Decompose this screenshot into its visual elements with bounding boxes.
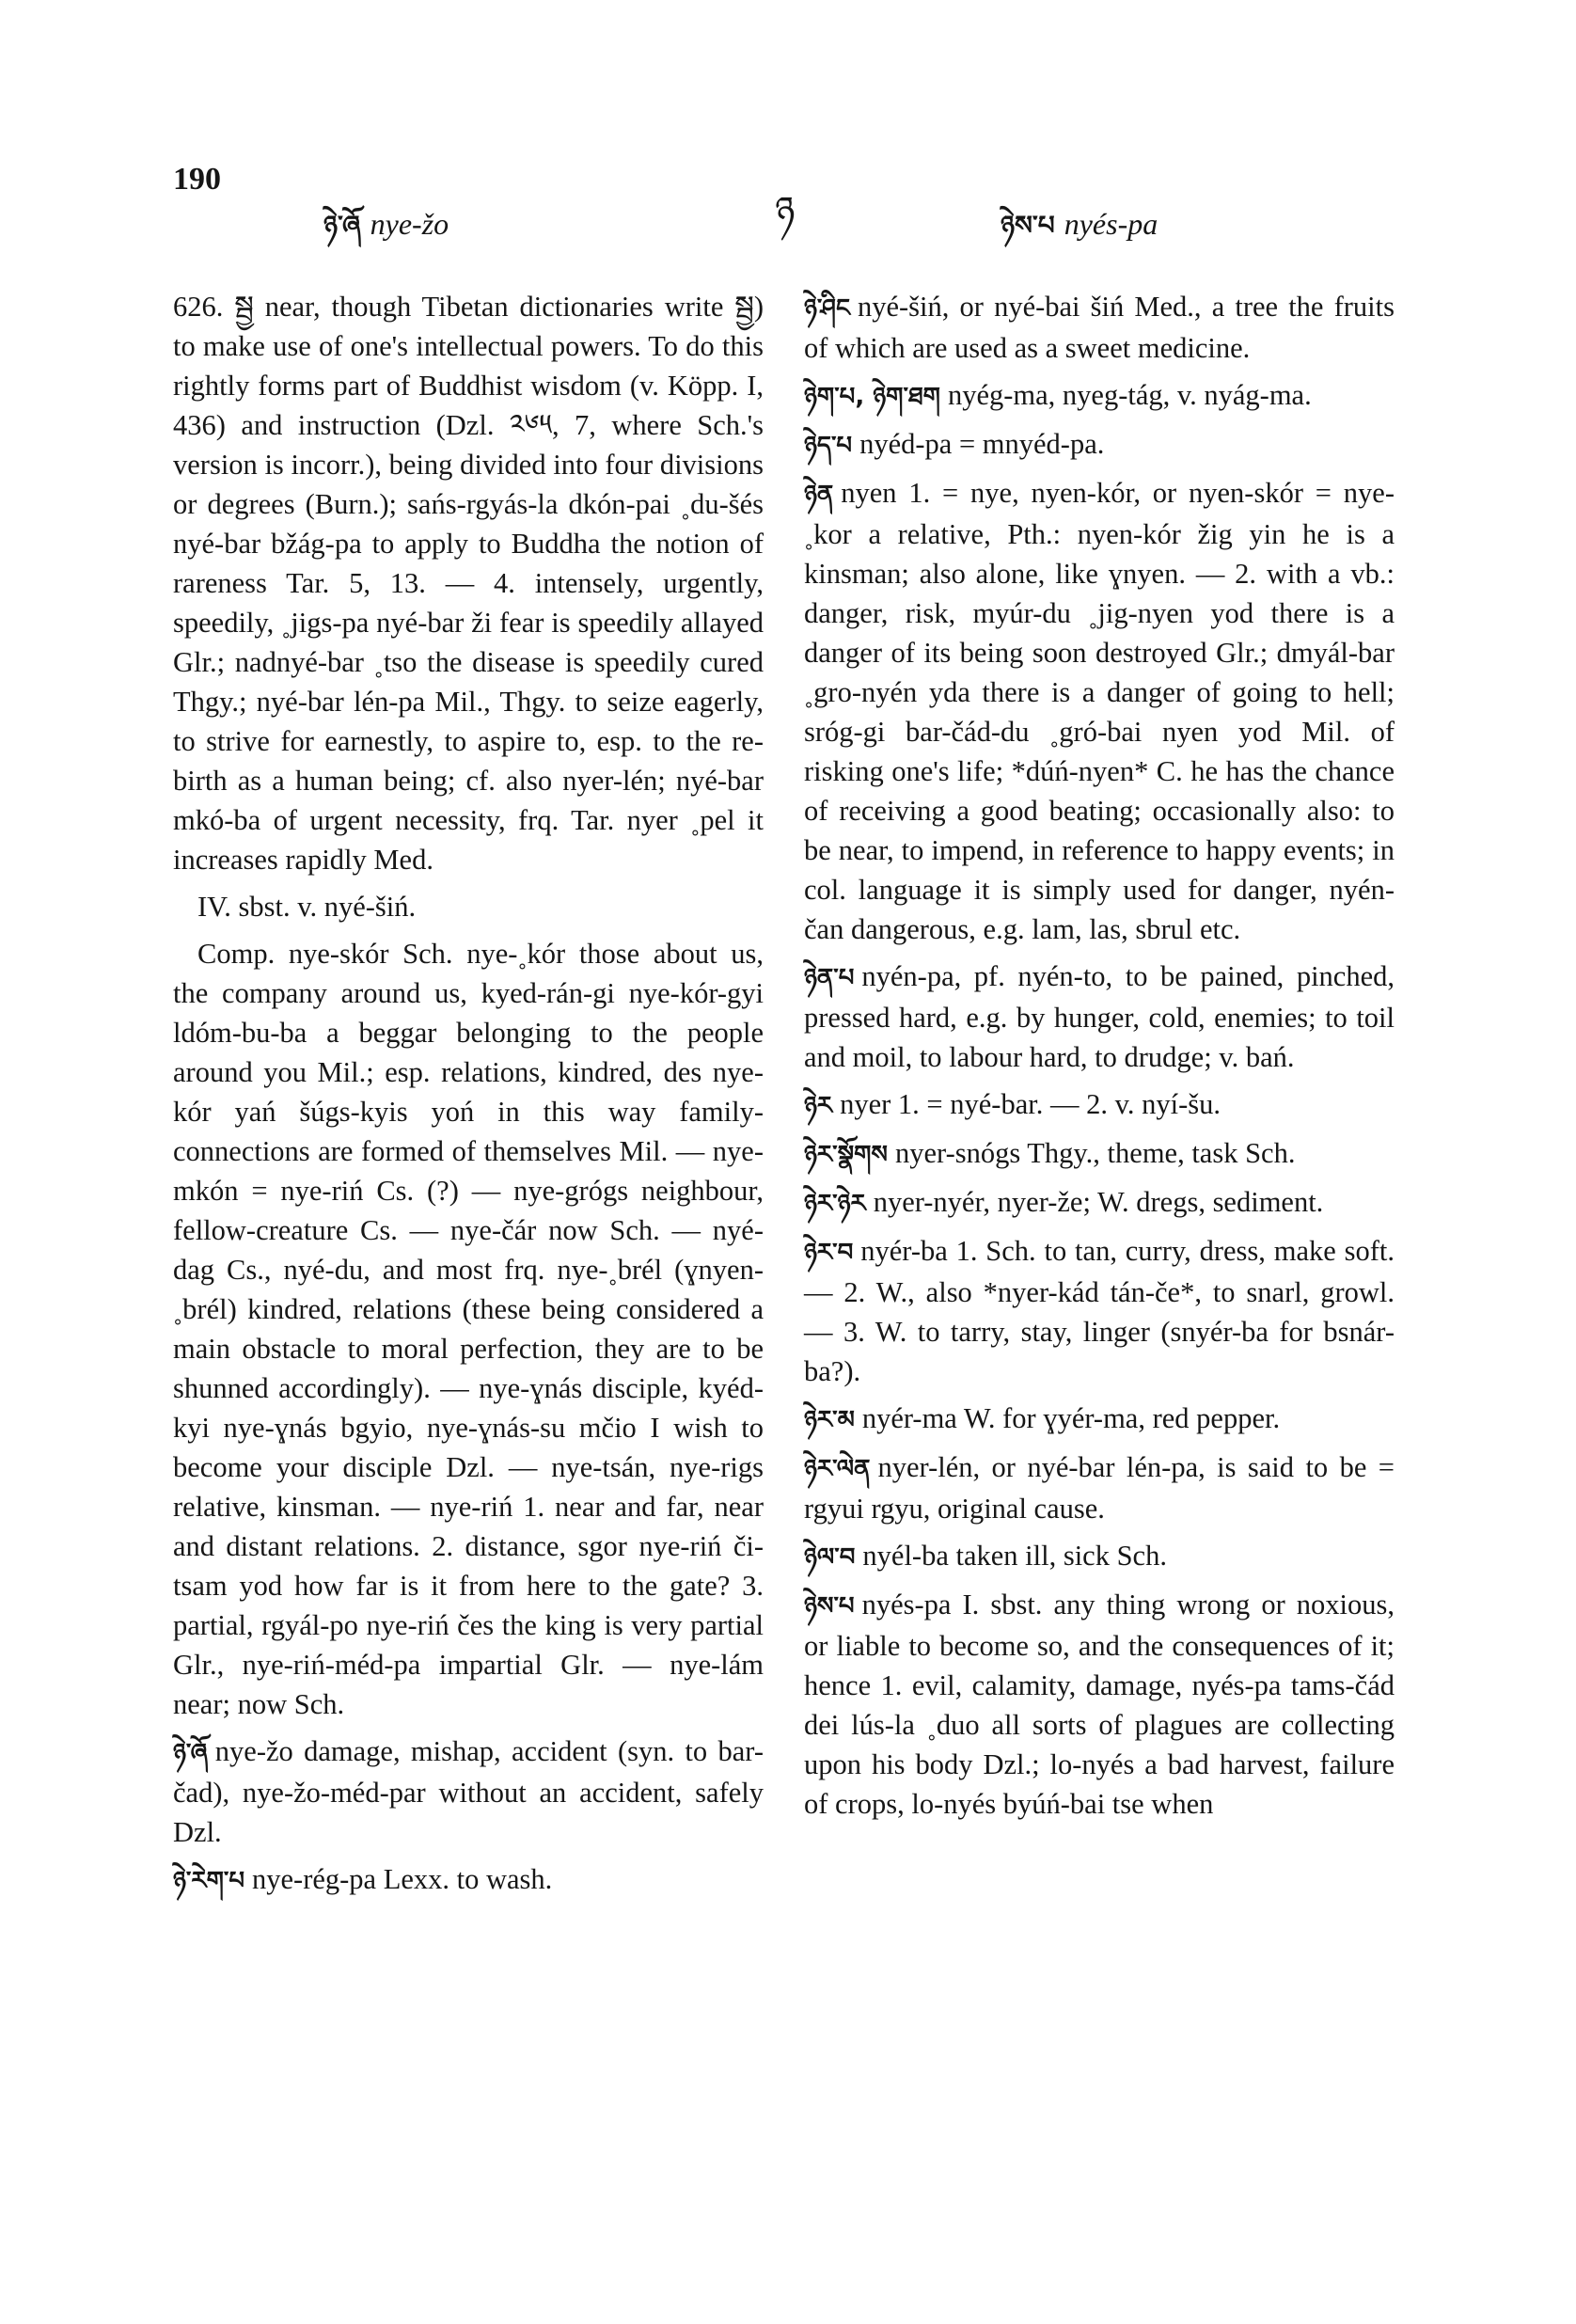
entry-headword-tibetan: ཉེས་པ (804, 1592, 855, 1620)
entry-text: nyen 1. = nye, nyen-kór, or nyen-skór = nye-˳kor a relative, Pth.: nyen-kór žig yin he is a kinsman; also alone, like ɣnyen. — 2. with a vb.: danger, risk, myúr-du ˳jig-nyen yod there is a danger of its being soon destroyed Glr.; dmyál-bar ˳gro-nyén yda there is a danger of going to hell; sróg-gi bar-čád-du ˳gró-bai nyen yod Mil. of risking one's life; *dúń-nyen* C. he has the chance of receiving a good beating; occasionally also: to be near, to impend, in reference to happy events; in col. language it is simply used for danger, nyén-čan dangerous, e.g. lam, las, sbrul etc. (804, 477, 1395, 945)
entry-paragraph: IV. sbst. v. nyé-šiń. (197, 891, 417, 923)
entry-paragraph: 626. སྦྱ near, though Tibetan dictionaries write སྦྱ) to make use of one's intellectual powers. To do this rightly forms part of Buddhist wisdom (v. Köpp. I, 436) and instruction (Dzl. ༢༦༥, 7, where Sch.'s version is incorr.), being divided into four divisions or degrees (Burn.); sańs-rgyás-la dkón-pai ˳du-šés nyé-bar bžág-pa to apply to Buddha the notion of rareness Tar. 5, 13. — 4. intensely, urgently, speedily, ˳jigs-pa nyé-bar ži fear is speedily allayed Glr.; nadnyé-bar ˳tso the disease is speedily cured Thgy.; nyé-bar lén-pa Mil., Thgy. to seize eagerly, to strive for earnestly, to aspire to, esp. to the re-birth as a human being; cf. also nyer-lén; nyé-bar mkó-ba of urgent necessity, frq. Tar. nyer ˳pel it increases rapidly Med. (173, 291, 764, 876)
signature-mark: ཉ (775, 189, 796, 231)
left-running-head (323, 196, 449, 270)
entry-text: nye-rég-pa Lexx. to wash. (252, 1863, 553, 1895)
left-running-head-tibetan: ཉེ་ཞོ (323, 210, 361, 241)
entry-headword-tibetan: ཉེན་པ (804, 964, 855, 992)
page-header (173, 152, 1395, 256)
dictionary-entry (804, 1133, 1395, 1175)
entry-text: nyég-ma, nyeg-tág, v. nyág-ma. (947, 379, 1312, 411)
right-running-head (1001, 196, 1158, 270)
entry-headword-tibetan: ཉེར་ལེན (804, 1455, 871, 1483)
left-running-head-text: nye-žo (370, 207, 449, 241)
entry-headword-tibetan: ཉེལ་བ (804, 1543, 856, 1572)
entry-text: nyer-nyér, nyer-že; W. dregs, sediment. (873, 1186, 1324, 1218)
entry-text: nyél-ba taken ill, sick Sch. (862, 1540, 1167, 1572)
entry-text: nyer 1. = nyé-bar. — 2. v. nyí-šu. (840, 1088, 1221, 1120)
entry-headword-tibetan: ཉེར་མ (804, 1406, 855, 1434)
entry-text: nyé-šiń, or nyé-bai šiń Med., a tree the fruits of which are used as a sweet medicine. (804, 291, 1395, 364)
entry-paragraph: Comp. nye-skór Sch. nye-˳kór those about us, the company around us, kyed-rán-gi nye-kór-gyi ldóm-bu-ba a beggar belonging to the people around you Mil.; esp. relations, kindred, des nye-kór yań šúgs-kyis yoń in this way family-connections are formed of themselves Mil. — nye-mkón = nye-riń Cs. (?) — nye-grógs neighbour, fellow-creature Cs. — nye-čár now Sch. — nyé-dag Cs., nyé-du, and most frq. nye-˳brél (ɣnyen-˳brél) kindred, relations (these being considered a main obstacle to moral perfection, they are to be shunned accordingly). — nye-ɣnás disciple, kyéd-kyi nye-ɣnás bgyio, nye-ɣnás-su mčio I wish to become your disciple Dzl. — nye-tsán, nye-rigs relative, kinsman. — nye-riń 1. near and far, near and distant relations. 2. distance, sgor nye-riń či-tsam yod how far is it from here to the gate? 3. partial, rgyál-po nye-riń čes the king is very partial Glr., nye-riń-méd-pa impartial Glr. — nye-lám near; now Sch. (173, 938, 764, 1720)
entry-headword-tibetan: ཉེར་སྣོགས (804, 1141, 888, 1169)
right-column (804, 287, 1395, 1831)
right-running-head-text: nyés-pa (1064, 207, 1158, 241)
dictionary-entry (804, 1447, 1395, 1528)
dictionary-entry (804, 1399, 1395, 1440)
entry-headword-tibetan: ཉེ་རེག་པ (173, 1867, 244, 1895)
dictionary-entry (804, 1536, 1395, 1577)
entry-text: nye-žo damage, mishap, accident (syn. to bar-čad), nye-žo-méd-par without an accident, safely Dzl. (173, 1735, 764, 1848)
dictionary-entry (173, 1731, 764, 1852)
dictionary-entry (804, 1231, 1395, 1391)
entry-headword-tibetan: ཉེ་ཞོ (173, 1739, 208, 1767)
entry-text: nyén-pa, pf. nyén-to, to be pained, pinched, pressed hard, e.g. by hunger, cold, enemies; to toil and moil, to labour hard, to drudge; v. bań. (804, 960, 1395, 1073)
entry-headword-tibetan: ཉེར་ཉེར (804, 1190, 866, 1218)
dictionary-entry (804, 956, 1395, 1077)
entry-headword-tibetan: ཉེག་པ, ཉེག་ཐག (804, 383, 940, 411)
dictionary-entry (804, 1585, 1395, 1824)
page-number: 190 (173, 162, 221, 197)
dictionary-entry (173, 1859, 764, 1901)
dictionary-entry (804, 1084, 1395, 1126)
entry-headword-tibetan: ཉེར (804, 1092, 833, 1120)
dictionary-entry (804, 424, 1395, 466)
left-column (173, 287, 764, 1908)
entry-text: nyer-snógs Thgy., theme, task Sch. (894, 1137, 1296, 1169)
entry-headword-tibetan: ཉེ་ཤིང (804, 294, 850, 323)
entry-headword-tibetan: ཉེན (804, 481, 834, 509)
entry-headword-tibetan: ཉེད་པ (804, 432, 853, 460)
dictionary-entry (804, 375, 1395, 417)
dictionary-entry (804, 1182, 1395, 1224)
dictionary-entry (804, 473, 1395, 949)
entry-headword-tibetan: ཉེར་བ (804, 1239, 854, 1267)
entry-text: nyér-ba 1. Sch. to tan, curry, dress, make soft. — 2. W., also *nyer-kád tán-če*, to snarl, growl. — 3. W. to tarry, stay, linger (snyér-ba for bsnár-ba?). (804, 1235, 1395, 1387)
entry-text: nyéd-pa = mnyéd-pa. (859, 428, 1105, 460)
right-running-head-tibetan: ཉེས་པ (1001, 210, 1055, 241)
entry-text: nyér-ma W. for ɣyér-ma, red pepper. (861, 1402, 1281, 1434)
dictionary-entry (804, 287, 1395, 368)
entry-text: nyés-pa I. sbst. any thing wrong or noxious, or liable to become so, and the consequences of it; hence 1. evil, calamity, damage, nyés-pa tams-čád dei lús-la ˳duo all sorts of plagues are collecting upon his body Dzl.; lo-nyés a bad harvest, failure of crops, lo-nyés byúń-bai tse when (804, 1589, 1395, 1820)
entry-text: nyer-lén, or nyé-bar lén-pa, is said to be = rgyui rgyu, original cause. (804, 1451, 1395, 1525)
